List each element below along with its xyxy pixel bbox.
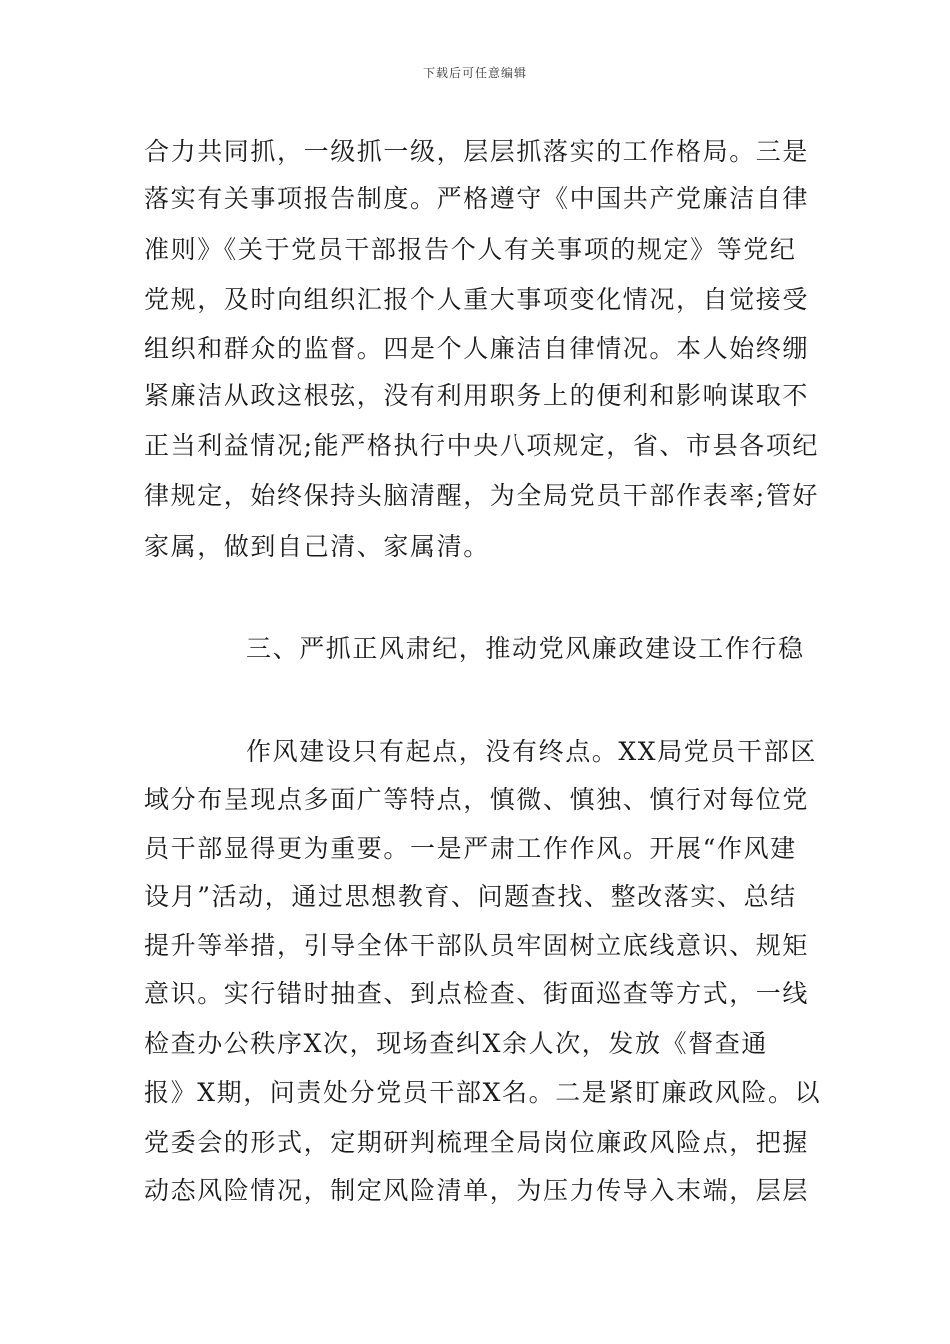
section-heading: 三、严抓正风肃纪，推动党风廉政建设工作行稳 — [246, 634, 805, 663]
text-line: 落实有关事项报告制度。严格遵守《中国共产党廉洁自律 — [144, 184, 810, 213]
text-line: 意识。实行错时抽查、到点检查、街面巡查等方式，一线 — [144, 979, 810, 1008]
text-line: 正当利益情况;能严格执行中央八项规定，省、市县各项纪 — [144, 431, 820, 460]
text-line: 组织和群众的监督。四是个人廉洁自律情况。本人始终绷 — [144, 334, 810, 363]
text-line: 家属，做到自己清、家属清。 — [144, 532, 490, 561]
text-line: 党规，及时向组织汇报个人重大事项变化情况，自觉接受 — [144, 285, 810, 314]
text-line: 检查办公秩序X次，现场查纠X余人次，发放《督查通 — [144, 1029, 768, 1058]
text-line: 合力共同抓，一级抓一级，层层抓落实的工作格局。三是 — [144, 137, 810, 166]
page-header-note: 下载后可任意编辑 — [422, 66, 527, 80]
text-line: 域分布呈现点多面广等特点，慎微、慎独、慎行对每位党 — [144, 785, 810, 814]
text-line: 提升等举措，引导全体干部队员牢固树立底线意识、规矩 — [144, 931, 810, 960]
text-line: 员干部显得更为重要。一是严肃工作作风。开展“作风建 — [144, 834, 797, 863]
text-line: 设月”活动，通过思想教育、问题查找、整改落实、总结 — [144, 882, 797, 911]
text-line: 紧廉洁从政这根弦，没有利用职务上的便利和影响谋取不 — [144, 381, 810, 410]
text-line: 准则》《关于党员干部报告个人有关事项的规定》等党纪 — [144, 235, 797, 264]
text-line: 律规定，始终保持头脑清醒，为全局党员干部作表率;管好 — [144, 481, 820, 510]
text-line: 党委会的形式，定期研判梳理全局岗位廉政风险点，把握 — [144, 1128, 810, 1157]
text-line: 报》X期，问责处分党员干部X名。二是紧盯廉政风险。以 — [144, 1078, 822, 1107]
text-line: 作风建设只有起点，没有终点。XX局党员干部区 — [246, 737, 817, 766]
text-line: 动态风险情况，制定风险清单，为压力传导入末端，层层 — [144, 1176, 810, 1205]
